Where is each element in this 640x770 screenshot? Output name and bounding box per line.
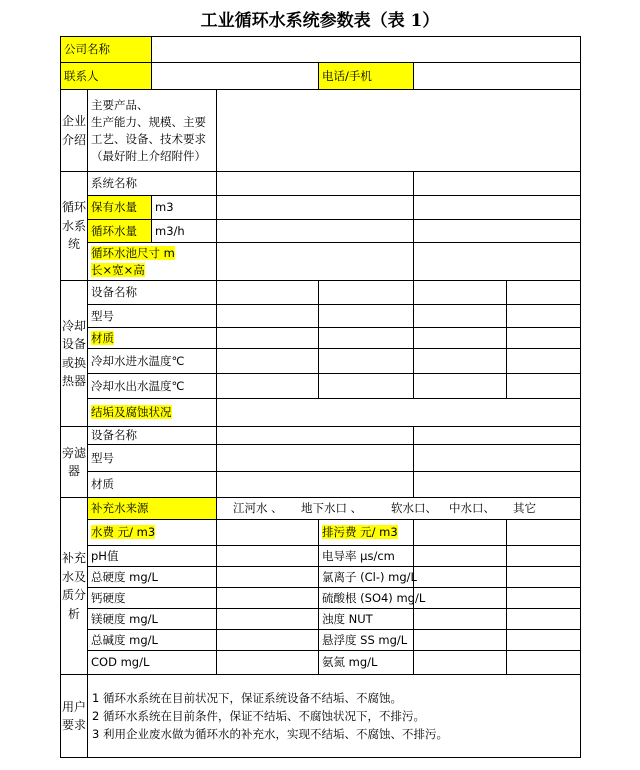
cooling-cell[interactable] [507,328,581,349]
system-name-label: 系统名称 [88,172,217,196]
param-field[interactable] [507,630,581,651]
enterprise-desc-line: 生产能力、规模、主要 [91,114,206,129]
company-name-field[interactable] [152,37,581,63]
param-label: 镁硬度 mg/L [88,609,217,630]
requirements-list [88,675,581,758]
param-field[interactable] [507,567,581,588]
system-name-field[interactable] [217,172,414,196]
cooling-cell[interactable] [507,374,581,399]
cooling-cell[interactable] [507,305,581,328]
pool-size-line: 长×宽×高 [91,262,145,277]
param-label: pH值 [88,546,217,567]
cooling-cell[interactable] [414,281,507,305]
param-label: 氨氮 mg/L [319,651,414,675]
water-fee-label [88,520,217,546]
param-field[interactable] [217,651,319,675]
filter-row-label: 设备名称 [88,427,217,445]
cooling-cell[interactable] [319,374,414,399]
param-field[interactable] [217,588,319,609]
cooling-cell[interactable] [217,305,319,328]
cooling-cell[interactable] [319,281,414,305]
cooling-row-label: 设备名称 [88,281,217,305]
scaling-label: 结垢及腐蚀状况 [91,405,172,419]
param-label: 氯离子 (Cl-) mg/L [319,567,414,588]
requirements-section-label: 用户要求 [61,675,88,758]
volume-field[interactable] [217,196,414,220]
param-label: 硫酸根 (SO4) mg/L [319,588,414,609]
contact-field[interactable] [152,63,319,90]
enterprise-desc-line: 主要产品、 [91,97,149,112]
makeup-section-label: 补充水及质分析 [61,498,88,675]
source-option[interactable]: 江河水 、 [233,501,283,515]
param-field[interactable] [414,588,507,609]
filter-row-label: 型号 [88,445,217,472]
param-label: COD mg/L [88,651,217,675]
contact-label: 联系人 [61,63,152,90]
enterprise-section-label: 企业介绍 [61,90,88,172]
flow-field-2[interactable] [414,220,581,243]
source-option[interactable]: 其它 [513,501,536,515]
source-option[interactable]: 中水口、 [449,501,495,515]
flow-unit: m3/h [152,220,217,243]
cooling-cell[interactable] [507,281,581,305]
discharge-fee-field-2[interactable] [507,520,581,546]
phone-field[interactable] [414,63,581,90]
enterprise-desc [88,90,217,172]
water-fee-field[interactable] [217,520,319,546]
param-label: 悬浮度 SS mg/L [319,630,414,651]
flow-field[interactable] [217,220,414,243]
param-label: 电导率 μs/cm [319,546,414,567]
param-field[interactable] [414,567,507,588]
cooling-cell[interactable] [217,349,319,374]
source-option[interactable]: 软水口、 [391,501,437,515]
enterprise-desc-field[interactable] [217,90,581,172]
pool-size-line: 循环水池尺寸 m [91,245,175,260]
water-fee-text: 水费 元/ m3 [91,525,156,539]
volume-unit: m3 [152,196,217,220]
discharge-fee-label [319,520,414,546]
cooling-cell[interactable] [217,374,319,399]
cooling-cell[interactable] [414,328,507,349]
param-field[interactable] [217,546,319,567]
volume-label: 保有水量 [88,196,152,220]
enterprise-desc-line: （最好附上介绍附件） [91,148,206,163]
requirement-item: 3 利用企业废水做为循环水的补充水，实现不结垢、不腐蚀、不排污。 [92,727,448,741]
phone-label: 电话/手机 [319,63,414,90]
cooling-row-label: 冷却水进水温度℃ [88,349,217,374]
cooling-row-label [88,399,217,427]
pool-size-field-2[interactable] [414,243,581,281]
param-label: 浊度 NUT [319,609,414,630]
filter-section-label: 旁滤器 [61,427,88,498]
cooling-cell[interactable] [414,349,507,374]
cooling-cell[interactable] [319,305,414,328]
system-name-field-2[interactable] [414,172,581,196]
source-option[interactable]: 地下水口 、 [301,501,363,515]
filter-cell[interactable] [217,427,414,445]
filter-cell[interactable] [414,472,581,498]
material-label: 材质 [91,330,114,345]
param-field[interactable] [217,567,319,588]
filter-row-label: 材质 [88,472,217,498]
param-label: 总碱度 mg/L [88,630,217,651]
cooling-row-label [88,328,217,349]
makeup-source-options [217,498,581,520]
param-field[interactable] [507,651,581,675]
param-field[interactable] [507,546,581,567]
param-field[interactable] [217,630,319,651]
discharge-fee-field[interactable] [414,520,507,546]
param-label: 总硬度 mg/L [88,567,217,588]
cooling-section-label: 冷却设备或换热器 [61,281,88,427]
filter-cell[interactable] [217,445,414,472]
param-field[interactable] [414,651,507,675]
param-field[interactable] [414,630,507,651]
volume-field-2[interactable] [414,196,581,220]
filter-cell[interactable] [414,445,581,472]
company-name-label: 公司名称 [61,37,152,63]
form-title: 工业循环水系统参数表（表 1） [200,11,440,31]
param-field[interactable] [414,609,507,630]
filter-cell[interactable] [414,427,581,445]
param-field[interactable] [217,609,319,630]
cooling-cell[interactable] [414,374,507,399]
makeup-source-label: 补充水来源 [88,498,217,520]
param-label: 钙硬度 [88,588,217,609]
param-field[interactable] [507,609,581,630]
param-field[interactable] [507,588,581,609]
cooling-row-label: 型号 [88,305,217,328]
cooling-cell[interactable] [217,281,319,305]
cooling-cell[interactable] [414,305,507,328]
filter-cell[interactable] [217,472,414,498]
pool-size-field[interactable] [217,243,414,281]
cooling-cell[interactable] [217,328,319,349]
discharge-fee-text: 排污费 元/ m3 [322,525,398,539]
param-field[interactable] [414,546,507,567]
requirement-item: 1 循环水系统在目前状况下，保证系统设备不结垢、不腐蚀。 [92,691,402,705]
flow-label: 循环水量 [88,220,152,243]
requirement-item: 2 循环水系统在目前条件，保证不结垢、不腐蚀状况下，不排污。 [92,709,425,723]
pool-size-label [88,243,217,281]
cooling-row-label: 冷却水出水温度℃ [88,374,217,399]
cooling-cell[interactable] [507,349,581,374]
parameter-table [60,36,581,758]
cooling-cell[interactable] [319,349,414,374]
system-section-label: 循环水系统 [61,172,88,281]
cooling-cell[interactable] [319,328,414,349]
enterprise-desc-line: 工艺、设备、技术要求 [91,131,206,146]
scaling-field[interactable] [217,399,581,427]
